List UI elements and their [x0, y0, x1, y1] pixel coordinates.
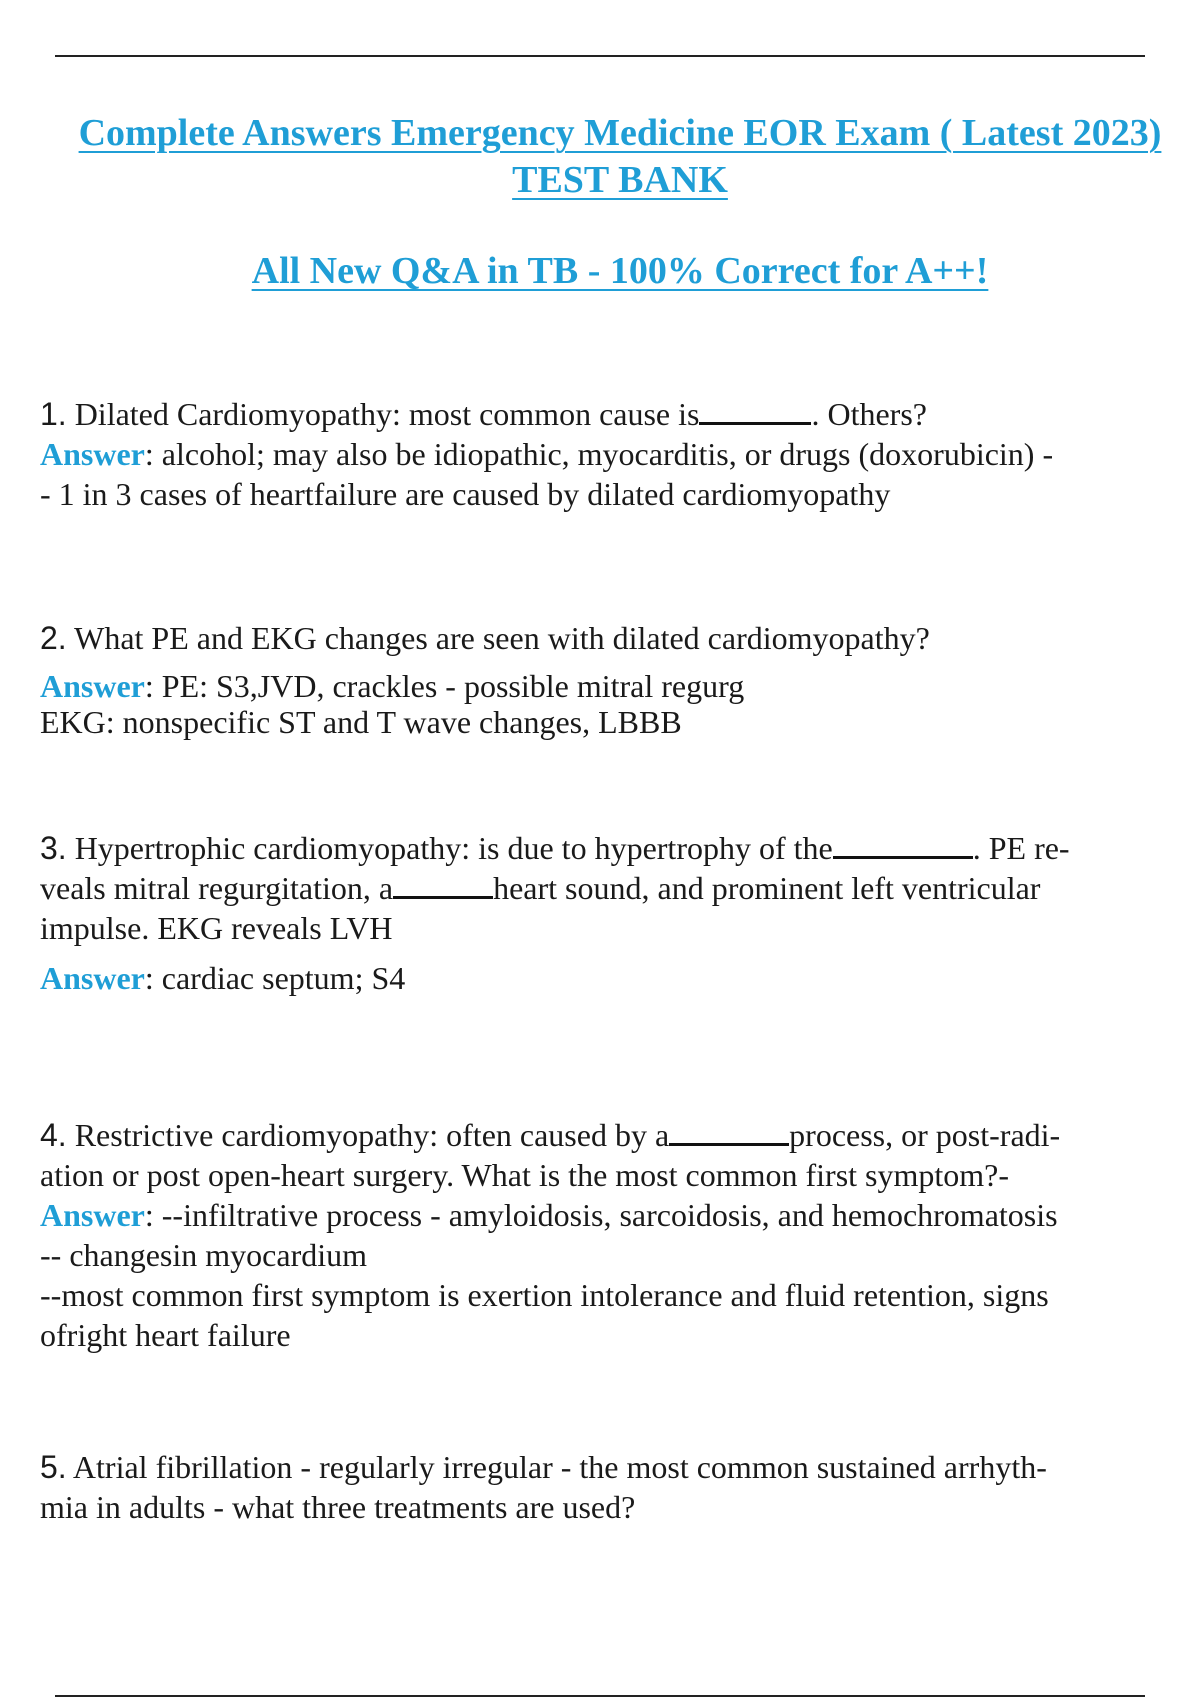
question-1-text: 1. Dilated Cardiomyopathy: most common cause is . Others?: [40, 396, 927, 432]
blank-line: [393, 870, 493, 899]
question-1-answer: Answer: alcohol; may also be idiopathic, myocarditis, or drugs (doxorubicin) - - 1 in 3 cases of heartfailure are caused by dilated cardiomyopathy: [40, 436, 1054, 512]
subtitle-text: All New Q&A in TB - 100% Correct for A++!: [251, 250, 989, 292]
answer-label: Answer: [40, 668, 145, 704]
answer-label: Answer: [40, 1197, 145, 1233]
question-5-text: 5. Atrial fibrillation - regularly irregular - the most common sustained arrhyth- mia in adults - what three treatments are used?: [40, 1449, 1047, 1525]
question-3-text: 3. Hypertrophic cardiomyopathy: is due to hypertrophy of the . PE re- veals mitral regurgitation, a heart sound, and prominent left ventricular impulse. EKG reveals LVH: [40, 830, 1070, 946]
question-3: [40, 828, 1180, 998]
question-2: [40, 618, 1180, 740]
question-4-text: 4. Restrictive cardiomyopathy: often caused by a process, or post-radi- ation or post open-heart surgery. What is the most common first symptom?-: [40, 1117, 1061, 1193]
question-5: [40, 1447, 1180, 1527]
question-4: [40, 1115, 1180, 1355]
title-line-1: Complete Answers Emergency Medicine EOR Exam ( Latest 2023): [78, 112, 1162, 154]
question-1: [40, 394, 1180, 514]
blank-line: [669, 1117, 789, 1146]
question-2-text: 2. What PE and EKG changes are seen with dilated cardiomyopathy?: [40, 620, 930, 656]
bottom-rule: [55, 1695, 1145, 1697]
answer-label: Answer: [40, 436, 145, 472]
document-subtitle: [40, 248, 1200, 295]
answer-label: Answer: [40, 960, 145, 996]
top-rule: [55, 55, 1145, 57]
question-3-answer: Answer: cardiac septum; S4: [40, 960, 406, 996]
title-line-2: TEST BANK: [512, 159, 728, 201]
document-title: [40, 110, 1200, 204]
question-2-answer: Answer: PE: S3,JVD, crackles - possible mitral regurg EKG: nonspecific ST and T wave changes, LBBB: [40, 668, 745, 740]
question-4-answer: Answer: --infiltrative process - amyloidosis, sarcoidosis, and hemochromatosis -- changesin myocardium --most common first symptom is exertion intolerance and fluid retention, signs ofright heart failure: [40, 1197, 1058, 1353]
blank-line: [699, 396, 811, 425]
blank-line: [833, 830, 973, 859]
